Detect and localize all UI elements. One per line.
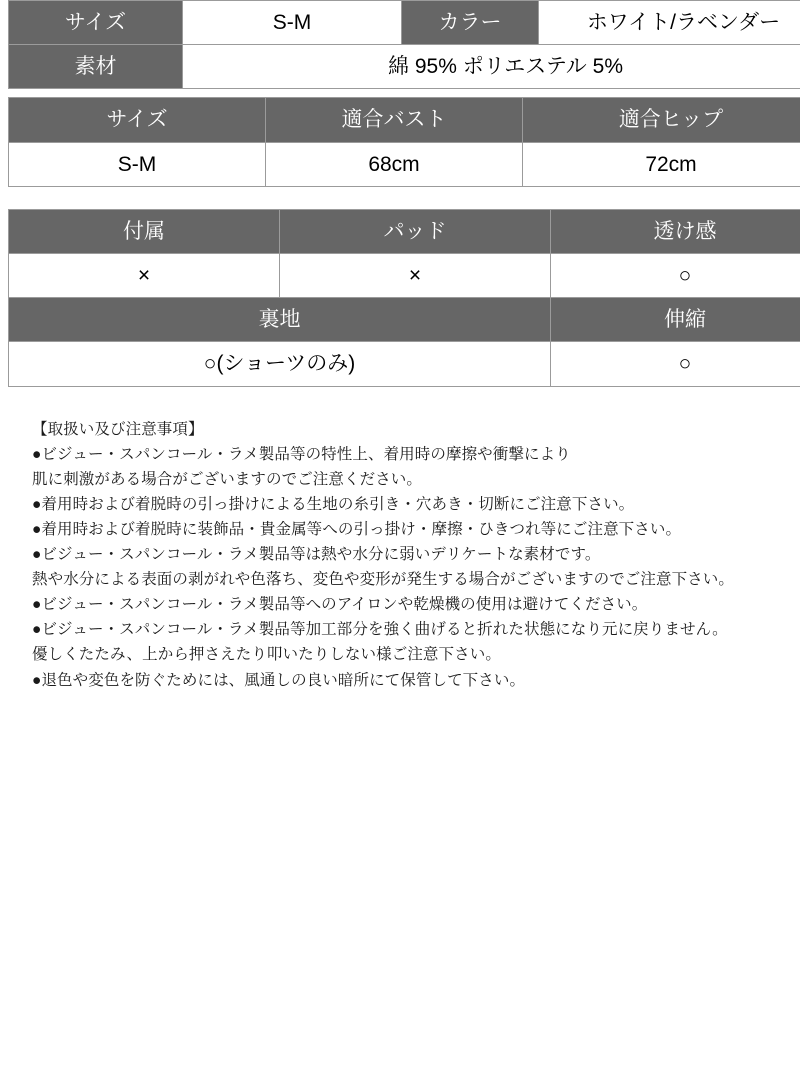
table-row — [9, 1, 800, 45]
notes-line: 肌に刺激がある場合がございますのでご注意ください。 — [32, 470, 423, 488]
cell-measure-size-value: S-M — [9, 142, 266, 186]
cell-color-value: ホワイト/ラベンダー — [539, 1, 800, 45]
notes-line: ●着用時および着脱時に装飾品・貴金属等への引っ掛け・摩擦・ひきつれ等にご注意下さい。 — [32, 520, 682, 538]
notes-line: ●ビジュー・スパンコール・ラメ製品等加工部分を強く曲げると折れた状態になり元に戻りません。 — [32, 621, 728, 639]
cell-stretch-value: ○ — [551, 342, 800, 386]
cell-accessory-header: 付属 — [9, 209, 280, 253]
cell-lining-value: ○(ショーツのみ) — [9, 342, 551, 386]
measurements-table — [8, 97, 800, 186]
notes-line: 熱や水分による表面の剥がれや色落ち、変色や変形が発生する場合がございますのでご注意下さい。 — [32, 571, 735, 589]
spacer — [8, 187, 792, 209]
notes-line: ●ビジュー・スパンコール・ラメ製品等の特性上、着用時の摩擦や衝撃により — [32, 445, 571, 463]
care-instructions — [8, 417, 792, 693]
table-header-row — [9, 98, 800, 142]
basic-spec-table — [8, 0, 800, 89]
cell-size-value: S-M — [183, 1, 402, 45]
notes-line: ●ビジュー・スパンコール・ラメ製品等は熱や水分に弱いデリケートな素材です。 — [32, 546, 601, 564]
table-row — [9, 253, 800, 297]
cell-pad-value: × — [280, 253, 551, 297]
cell-lining-header: 裏地 — [9, 298, 551, 342]
cell-size-label: サイズ — [9, 1, 183, 45]
notes-title: 【取扱い及び注意事項】 — [32, 420, 204, 438]
features-table — [8, 209, 800, 387]
cell-pad-header: パッド — [280, 209, 551, 253]
notes-line: ●ビジュー・スパンコール・ラメ製品等へのアイロンや乾燥機の使用は避けてください。 — [32, 596, 648, 614]
cell-material-label: 素材 — [9, 45, 183, 89]
table-row — [9, 142, 800, 186]
cell-measure-bust-header: 適合バスト — [266, 98, 523, 142]
cell-measure-hip-value: 72cm — [523, 142, 800, 186]
cell-sheerness-header: 透け感 — [551, 209, 800, 253]
notes-line: ●着用時および着脱時の引っ掛けによる生地の糸引き・穴あき・切断にご注意下さい。 — [32, 495, 635, 513]
table-row — [9, 45, 800, 89]
cell-stretch-header: 伸縮 — [551, 298, 800, 342]
spacer — [8, 89, 792, 97]
table-header-row — [9, 209, 800, 253]
cell-color-label: カラー — [402, 1, 539, 45]
cell-measure-size-header: サイズ — [9, 98, 266, 142]
cell-material-value: 綿 95% ポリエステル 5% — [183, 45, 800, 89]
cell-accessory-value: × — [9, 253, 280, 297]
notes-line: 優しくたたみ、上から押さえたり叩いたりしない様ご注意下さい。 — [32, 646, 501, 664]
cell-measure-hip-header: 適合ヒップ — [523, 98, 800, 142]
cell-measure-bust-value: 68cm — [266, 142, 523, 186]
table-header-row — [9, 298, 800, 342]
table-row — [9, 342, 800, 386]
cell-sheerness-value: ○ — [551, 253, 800, 297]
notes-line: ●退色や変色を防ぐためには、風通しの良い暗所にて保管して下さい。 — [32, 671, 526, 689]
